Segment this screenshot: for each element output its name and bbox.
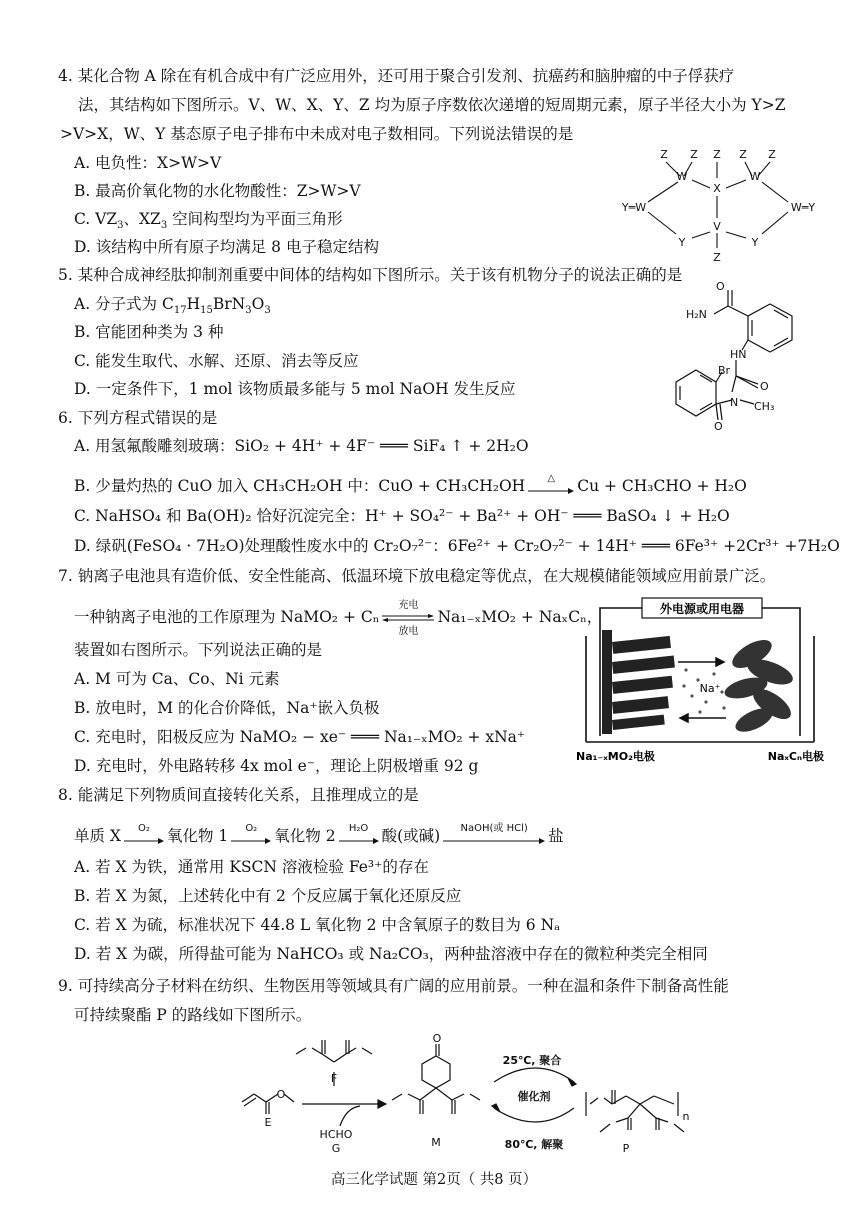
q5-molecule-diagram — [672, 282, 822, 432]
q7-fig-power-label: 外电源或用电器 — [659, 602, 745, 616]
q8-naoh-label: NaOH(或 HCl) — [460, 823, 528, 834]
q4-stem-line3: >V>X，W、Y 基态原子电子排布中未成对电子数相同。下列说法错误的是 — [60, 125, 574, 143]
q5-fig-o2: O — [760, 380, 769, 393]
q8-option-d: D. 若 X 为碳，所得盐可能为 NaHCO₃ 或 Na₂CO₃，两种盐溶液中存在的微粒种类完全相同 — [74, 945, 708, 963]
q8-stem: 8. 能满足下列物质间直接转化关系，且推理成立的是 — [58, 786, 419, 804]
q4-fig-w1: W — [676, 170, 688, 183]
q6-option-c: C. NaHSO₄ 和 Ba(OH)₂ 恰好沉淀完全：H⁺ + SO₄²⁻ + Ba²⁺ + OH⁻ ═══ BaSO₄ ↓ + H₂O — [74, 507, 730, 525]
q7-option-c: C. 充电时，阳极反应为 NaMO₂ − xe⁻ ═══ Na₁₋ₓMO₂ + xNa⁺ — [74, 728, 526, 746]
q7-fig-left-electrode: Na₁₋ₓMO₂电极 — [576, 750, 655, 763]
q4-stem-line2: 法，其结构如下图所示。V、W、X、Y、Z 均为原子序数依次递增的短周期元素，原子半径大小为 Y>Z — [78, 96, 786, 114]
q6-option-a: A. 用氢氟酸雕刻玻璃：SiO₂ + 4H⁺ + 4F⁻ ═══ SiF₄ ↑ + 2H₂O — [74, 437, 529, 455]
q4-fig-y1: Y — [678, 236, 686, 249]
q9-fig-g-label: G — [331, 1142, 341, 1155]
q7-stem-line3: 装置如右图所示。下列说法正确的是 — [74, 641, 323, 659]
q4-option-d: D. 该结构中所有原子均满足 8 电子稳定结构 — [74, 238, 379, 256]
q4-fig-z4: Z — [739, 148, 747, 161]
q9-fig-m-o: O — [432, 1034, 442, 1045]
q5-fig-h2n: H₂N — [686, 308, 707, 321]
q9-fig-n: n — [682, 1110, 690, 1123]
q9-fig-hcho: HCHO — [319, 1128, 353, 1141]
q6-option-b: B. 少量灼热的 CuO 加入 CH₃CH₂OH 中：CuO + CH₃CH₂OH △ Cu + CH₃CHO + H₂O — [74, 476, 747, 496]
q4-fig-wy: W═Y — [790, 201, 816, 214]
q7-stem: 7. 钠离子电池具有造价低、安全性能高、低温环境下放电稳定等优点，在大规模储能领域应用前景广泛。 — [58, 567, 776, 585]
q5-fig-hn: HN — [730, 348, 747, 361]
q9-fig-e-o: O — [276, 1088, 286, 1101]
q4-fig-y2: Y — [751, 236, 759, 249]
q6-option-d: D. 绿矾(FeSO₄ · 7H₂O)处理酸性废水中的 Cr₂O₇²⁻：6Fe²⁺ + Cr₂O₇²⁻ + 14H⁺ ═══ 6Fe³⁺ +2Cr³⁺ +7H₂O — [74, 537, 840, 555]
q5-option-a: A. 分子式为 $C_{17}H_{15}BrN_3O_3$ — [74, 295, 271, 317]
q5-fig-o3: O — [714, 420, 723, 432]
q4-fig-z6: Z — [713, 251, 721, 264]
q9-fig-p-label: P — [622, 1142, 630, 1155]
q4-option-b: B. 最高价氧化物的水化物酸性：Z>W>V — [74, 182, 361, 200]
q8-o2-label-2: O₂ — [245, 823, 258, 834]
q7-option-a: A. M 可为 Ca、Co、Ni 元素 — [74, 670, 280, 688]
q9-fig-m-label: M — [431, 1136, 441, 1149]
q7-fig-ion: Na⁺ — [699, 682, 721, 695]
q9-route-diagram — [236, 1034, 696, 1160]
q8-option-a: A. 若 X 为铁，通常用 KSCN 溶液检验 Fe³⁺的存在 — [74, 858, 429, 876]
q5-option-c: C. 能发生取代、水解、还原、消去等反应 — [74, 352, 359, 370]
q7-discharge-label: 放电 — [398, 626, 419, 637]
q8-h2o-label: H₂O — [348, 823, 369, 834]
q6-stem: 6. 下列方程式错误的是 — [58, 409, 218, 427]
q8-o2-label-1: O₂ — [138, 823, 150, 834]
q5-option-b: B. 官能团种类为 3 种 — [74, 323, 224, 341]
q4-stem-line1: 4. 某化合物 A 除在有机合成中有广泛应用外，还可用于聚合引发剂、抗癌药和脑肿瘤的中子俘获疗 — [58, 67, 735, 85]
q4-fig-z3: Z — [713, 148, 721, 161]
q5-option-d: D. 一定条件下，1 mol 该物质最多能与 5 mol NaOH 发生反应 — [74, 380, 516, 398]
q4-fig-x: X — [713, 182, 721, 195]
q5-fig-br: Br — [718, 364, 731, 377]
q4-fig-w2: W — [749, 170, 761, 183]
q9-fig-e-label: E — [264, 1116, 272, 1129]
q4-option-a: A. 电负性：X>W>V — [74, 154, 222, 172]
page-footer: 高三化学试题 第2页（ 共8 页） — [330, 1172, 538, 1188]
q8-option-b: B. 若 X 为氮，上述转化中有 2 个反应属于氧化还原反应 — [74, 887, 462, 905]
q8-conversion-chain: 单质 X O₂ 氧化物 1 O₂ 氧化物 2 H₂O 酸(或碱) NaOH(或 HCl) 盐 — [74, 826, 564, 846]
q4-fig-yw: Y═W — [621, 201, 647, 214]
q9-stem-line1: 9. 可持续高分子材料在纺织、生物医用等领域具有广阔的应用前景。一种在温和条件下制备高性能 — [58, 977, 729, 995]
q8-option-c: C. 若 X 为硫，标准状况下 44.8 L 氧化物 2 中含氧原子的数目为 6 Nₐ — [74, 916, 561, 934]
q5-fig-o1: O — [716, 282, 725, 293]
q4-fig-z1: Z — [660, 148, 668, 161]
q9-fig-f-label: F — [330, 1072, 338, 1085]
q7-battery-diagram — [574, 596, 828, 772]
q7-charge-label: 充电 — [398, 600, 419, 611]
q7-option-b: B. 放电时，M 的化合价降低，Na⁺嵌入负极 — [74, 699, 380, 717]
q7-option-d: D. 充电时，外电路转移 4x mol e⁻，理论上阴极增重 92 g — [74, 757, 479, 775]
q9-fig-depolymerize: 80℃, 解聚 — [504, 1138, 564, 1151]
q4-fig-z2: Z — [690, 148, 698, 161]
q5-fig-ch3: CH₃ — [754, 400, 775, 413]
q7-equation: 一种钠离子电池的工作原理为 NaMO₂ + Cₙ 充电 放电 Na₁₋ₓMO₂ + NaₓCₙ， — [74, 604, 602, 632]
q6-heat-label: △ — [547, 473, 556, 484]
q4-structure-diagram — [612, 140, 827, 265]
q7-fig-right-electrode: NaₓCₙ电极 — [767, 750, 824, 763]
q5-stem: 5. 某种合成神经肽抑制剂重要中间体的结构如下图所示。关于该有机物分子的说法正确的是 — [58, 266, 683, 284]
q4-fig-z5: Z — [768, 148, 776, 161]
q4-option-c: C. $VZ_3$、$XZ_3$ 空间构型均为平面三角形 — [74, 210, 343, 232]
q4-fig-v: V — [713, 220, 721, 233]
q5-fig-n: N — [730, 396, 739, 409]
q9-fig-polymerize: 25℃, 聚合 — [502, 1054, 562, 1067]
q9-fig-catalyst: 催化剂 — [517, 1090, 551, 1103]
q9-stem-line2: 可持续聚酯 P 的路线如下图所示。 — [74, 1006, 312, 1024]
